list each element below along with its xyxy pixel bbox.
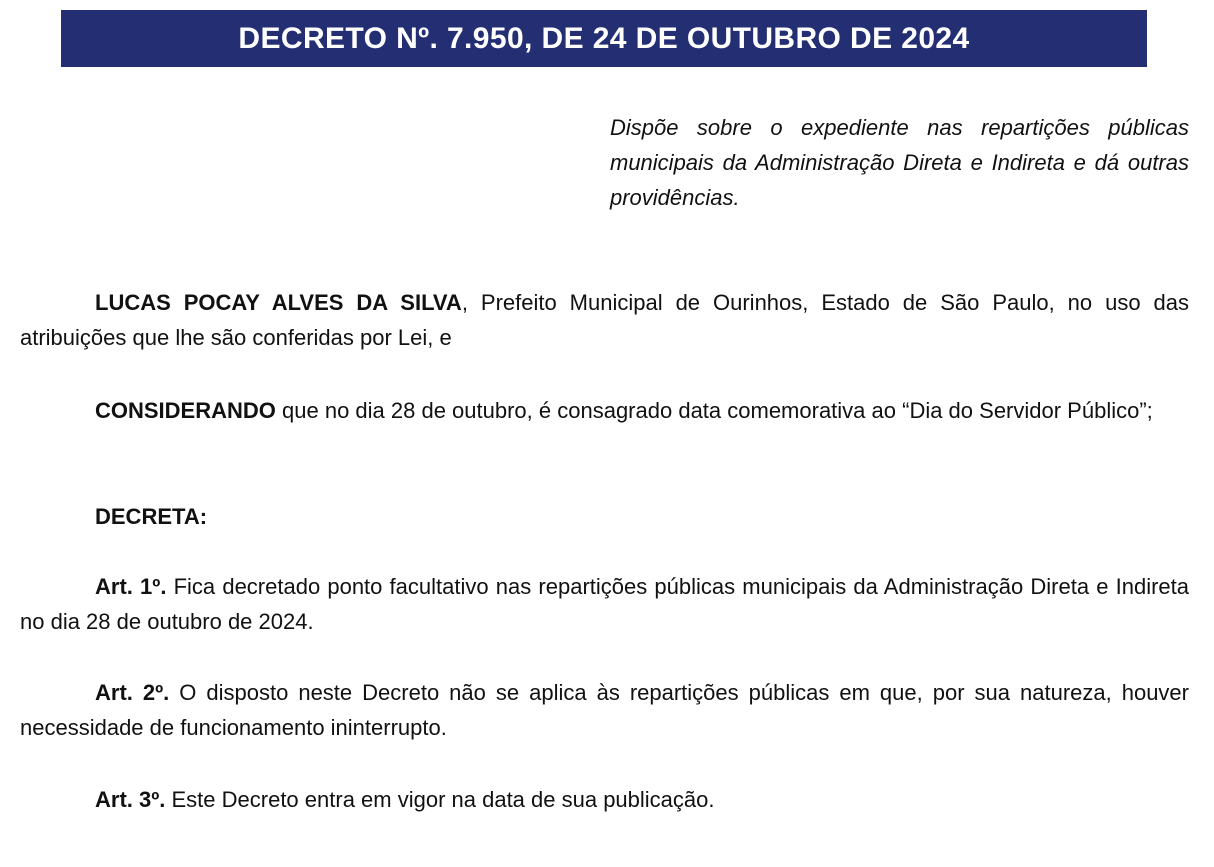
decree-title: DECRETO Nº. 7.950, DE 24 DE OUTUBRO DE 2024 — [238, 21, 970, 55]
decree-title-banner — [61, 10, 1147, 67]
article-text: O disposto neste Decreto não se aplica às repartições públicas em que, por sua natureza, houver necessidade de funcionamento ininterrupto. — [20, 680, 1189, 740]
article-text: Este Decreto entra em vigor na data de sua publicação. — [165, 787, 715, 812]
article-label: Art. 2º. — [95, 680, 170, 705]
article-1 — [20, 569, 1189, 639]
article-2 — [20, 675, 1189, 745]
article-label: Art. 1º. — [95, 574, 167, 599]
preamble-paragraph — [20, 285, 1189, 355]
decreta-label: DECRETA: — [95, 504, 208, 529]
decreta-paragraph — [20, 499, 1189, 534]
article-3 — [20, 782, 1189, 817]
considerando-paragraph — [20, 393, 1189, 428]
considerando-text: que no dia 28 de outubro, é consagrado data comemorativa ao “Dia do Servidor Público”; — [275, 398, 1153, 423]
decree-summary: Dispõe sobre o expediente nas repartições públicas municipais da Administração Direta e Indireta e dá outras providências. — [610, 115, 1189, 210]
article-text: Fica decretado ponto facultativo nas repartições públicas municipais da Administração Direta e Indireta no dia 28 de outubro de 2024. — [20, 574, 1189, 634]
article-label: Art. 3º. — [95, 787, 166, 812]
considerando-label: CONSIDERANDO — [95, 398, 276, 423]
mayor-name: LUCAS POCAY ALVES DA SILVA — [95, 290, 462, 315]
preamble-text: , Prefeito Municipal de Ourinhos, Estado de São Paulo, no uso das atribuições que lhe são conferidas por Lei, e — [20, 290, 1190, 350]
